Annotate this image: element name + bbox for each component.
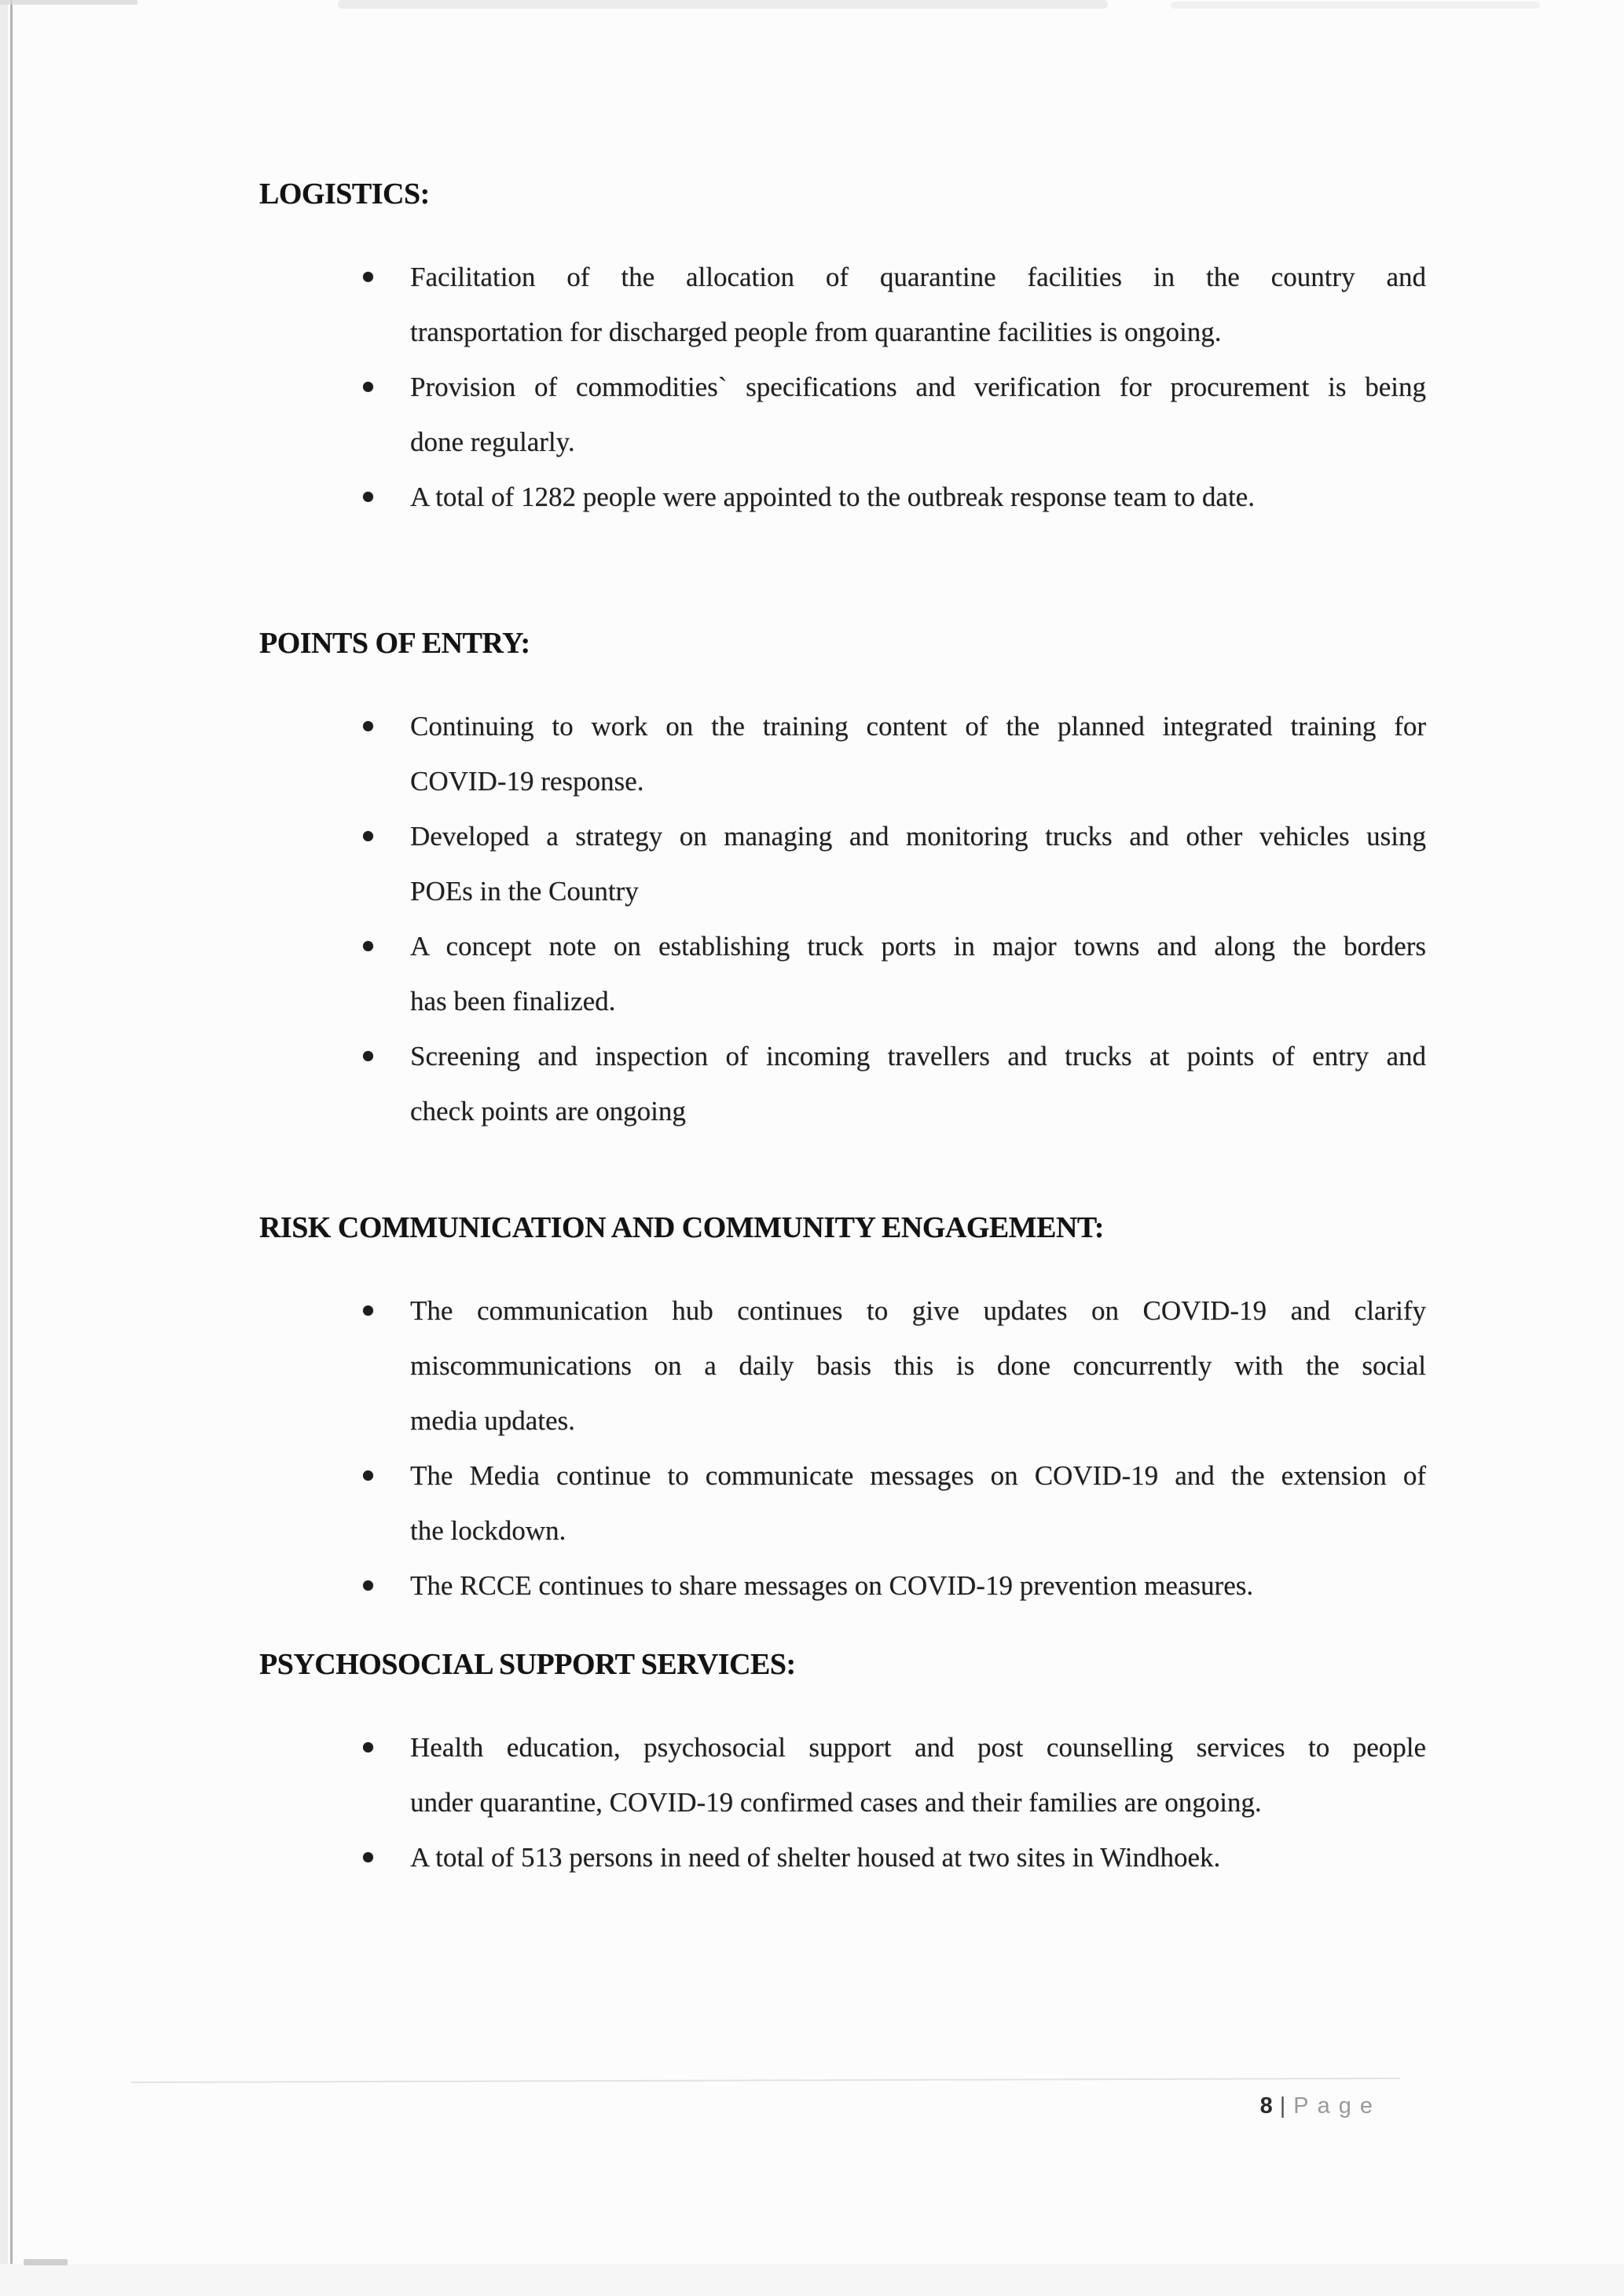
- list-item: [259, 1720, 1426, 1830]
- bullet-text-line: media updates.: [410, 1405, 575, 1436]
- bullet-text-line: done regularly.: [410, 427, 575, 457]
- section-heading: POINTS OF ENTRY:: [259, 627, 530, 660]
- bullet-icon: [363, 1051, 373, 1061]
- bullet-text-line: Health education, psychosocial support and post counselling services to people: [410, 1732, 1426, 1763]
- list-item: [259, 809, 1426, 919]
- bullet-icon: [363, 1470, 373, 1481]
- bullet-text-line: The Media continue to communicate messages on COVID-19 and the extension of: [410, 1460, 1426, 1491]
- bullet-text-line: COVID-19 response.: [410, 766, 644, 796]
- scan-bottom-band: [0, 2264, 1624, 2296]
- bullet-list: [259, 699, 1426, 1139]
- list-item: [259, 470, 1426, 525]
- bullet-icon: [363, 721, 373, 731]
- footer-page-label: Page: [1293, 2093, 1381, 2118]
- section-heading: PSYCHOSOCIAL SUPPORT SERVICES:: [259, 1648, 796, 1681]
- bullet-icon: [363, 382, 373, 392]
- bullet-text-line: has been finalized.: [410, 986, 616, 1016]
- page-number: 8: [1259, 2093, 1274, 2118]
- bullet-text-line: Screening and inspection of incoming travellers and trucks at points of entry and: [410, 1041, 1426, 1071]
- list-item: [259, 250, 1426, 360]
- report-section: [259, 1646, 1426, 1885]
- list-item: [259, 360, 1426, 470]
- bullet-text-line: Developed a strategy on managing and monitoring trucks and other vehicles using: [410, 821, 1426, 851]
- bullet-text-line: A total of 513 persons in need of shelter housed at two sites in Windhoek.: [410, 1842, 1221, 1873]
- bullet-text-line: transportation for discharged people from quarantine facilities is ongoing.: [410, 317, 1222, 347]
- section-heading: LOGISTICS:: [259, 178, 430, 211]
- report-section: [259, 1210, 1426, 1613]
- bullet-text-line: Provision of commodities` specifications and verification for procurement is being: [410, 372, 1426, 402]
- bullet-list: [259, 1720, 1426, 1885]
- bullet-text-line: The communication hub continues to give updates on COVID-19 and clarify: [410, 1295, 1426, 1326]
- bullet-text-line: under quarantine, COVID-19 confirmed cases and their families are ongoing.: [410, 1787, 1262, 1818]
- bullet-icon: [363, 492, 373, 502]
- document-content: [259, 0, 1426, 1885]
- list-item: [259, 699, 1426, 809]
- report-section: [259, 625, 1426, 1139]
- list-item: [259, 1558, 1426, 1613]
- list-item: [259, 1029, 1426, 1139]
- bullet-list: [259, 250, 1426, 525]
- bullet-icon: [363, 1742, 373, 1752]
- scan-left-edge-line: [10, 0, 13, 2264]
- footer-separator: |: [1279, 2093, 1286, 2118]
- page-footer: [1260, 2088, 1381, 2124]
- bullet-text-line: Facilitation of the allocation of quarantine facilities in the country and: [410, 262, 1426, 292]
- bullet-icon: [363, 1580, 373, 1591]
- bullet-icon: [363, 831, 373, 841]
- scan-left-gutter: [0, 0, 8, 2296]
- bullet-text-line: the lockdown.: [410, 1515, 566, 1546]
- bullet-text-line: POEs in the Country: [410, 876, 639, 906]
- bullet-text-line: The RCCE continues to share messages on COVID-19 prevention measures.: [410, 1570, 1254, 1601]
- bullet-text-line: miscommunications on a daily basis this is done concurrently with the social: [410, 1350, 1426, 1381]
- bullet-icon: [363, 1305, 373, 1316]
- list-item: [259, 1830, 1426, 1885]
- bullet-text-line: check points are ongoing: [410, 1096, 686, 1126]
- scan-top-left-mark: [0, 0, 137, 5]
- footer-divider-line: [131, 2078, 1400, 2083]
- bullet-text-line: Continuing to work on the training content of the planned integrated training for: [410, 711, 1426, 742]
- scan-bottom-left-tick: [24, 2259, 68, 2265]
- list-item: [259, 919, 1426, 1029]
- list-item: [259, 1448, 1426, 1558]
- list-item: [259, 1283, 1426, 1448]
- bullet-text-line: A total of 1282 people were appointed to the outbreak response team to date.: [410, 482, 1255, 512]
- bullet-icon: [363, 272, 373, 282]
- section-heading: RISK COMMUNICATION AND COMMUNITY ENGAGEMENT:: [259, 1211, 1105, 1244]
- bullet-icon: [363, 941, 373, 951]
- report-section: [259, 176, 1426, 525]
- bullet-text-line: A concept note on establishing truck ports in major towns and along the borders: [410, 931, 1426, 961]
- bullet-icon: [363, 1852, 373, 1862]
- bullet-list: [259, 1283, 1426, 1613]
